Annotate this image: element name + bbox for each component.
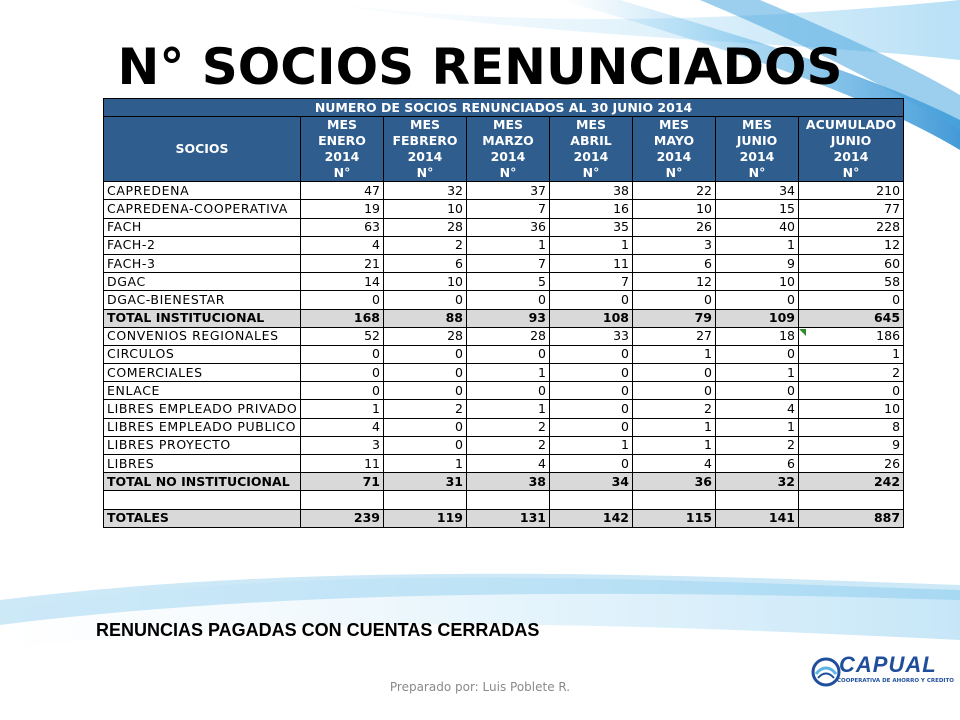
cell-value: 77 bbox=[799, 200, 904, 218]
cell-value: 10 bbox=[799, 400, 904, 418]
cell-value: 0 bbox=[301, 364, 384, 382]
cell-value: 9 bbox=[716, 254, 799, 272]
cell-value: 0 bbox=[633, 291, 716, 309]
cell-value: 142 bbox=[550, 509, 633, 527]
cell-value: 8 bbox=[799, 418, 904, 436]
cell-value: 11 bbox=[301, 455, 384, 473]
cell-value: 0 bbox=[301, 345, 384, 363]
cell-value: 27 bbox=[633, 327, 716, 345]
cell-value: 18 bbox=[716, 327, 799, 345]
cell-value: 63 bbox=[301, 218, 384, 236]
table-row bbox=[104, 254, 904, 272]
cell-value: 1 bbox=[384, 455, 467, 473]
cell-value: 242 bbox=[799, 473, 904, 491]
cell-value: 0 bbox=[384, 364, 467, 382]
total-row bbox=[104, 473, 904, 491]
cell-value: 0 bbox=[467, 345, 550, 363]
table-row bbox=[104, 273, 904, 291]
column-header-line: ABRIL bbox=[570, 133, 612, 149]
cell-value bbox=[716, 491, 799, 509]
column-header bbox=[550, 117, 633, 182]
row-label: CONVENIOS REGIONALES bbox=[104, 327, 301, 345]
cell-value: 0 bbox=[384, 291, 467, 309]
row-label: TOTAL NO INSTITUCIONAL bbox=[104, 473, 301, 491]
cell-value: 1 bbox=[716, 364, 799, 382]
cell-value: 0 bbox=[716, 345, 799, 363]
table-row bbox=[104, 400, 904, 418]
column-header-line: MES bbox=[493, 117, 523, 133]
logo-wordmark: CAPUAL bbox=[839, 652, 937, 677]
cell-value: 0 bbox=[384, 382, 467, 400]
cell-value: 0 bbox=[467, 291, 550, 309]
cell-value: 28 bbox=[384, 218, 467, 236]
cell-value: 0 bbox=[633, 364, 716, 382]
cell-value: 22 bbox=[633, 182, 716, 200]
table-row bbox=[104, 418, 904, 436]
column-header-line: MARZO bbox=[482, 133, 534, 149]
cell-value: 1 bbox=[550, 436, 633, 454]
cell-value: 115 bbox=[633, 509, 716, 527]
column-header-line: N° bbox=[416, 165, 434, 181]
cell-value: 10 bbox=[716, 273, 799, 291]
cell-value: 47 bbox=[301, 182, 384, 200]
subtitle: RENUNCIAS PAGADAS CON CUENTAS CERRADAS bbox=[96, 620, 540, 640]
cell-value: 10 bbox=[384, 200, 467, 218]
row-label: DGAC-BIENESTAR bbox=[104, 291, 301, 309]
column-header-line: 2014 bbox=[739, 149, 775, 165]
cell-value: 1 bbox=[633, 418, 716, 436]
cell-value: 71 bbox=[301, 473, 384, 491]
cell-value: 1 bbox=[716, 418, 799, 436]
cell-value bbox=[467, 491, 550, 509]
blank-row bbox=[104, 491, 904, 509]
column-header-line: MES bbox=[659, 117, 689, 133]
row-label: ENLACE bbox=[104, 382, 301, 400]
total-row bbox=[104, 509, 904, 527]
row-label: CAPREDENA bbox=[104, 182, 301, 200]
column-header-line: ACUMULADO bbox=[805, 117, 897, 133]
cell-value: 2 bbox=[467, 436, 550, 454]
table-row bbox=[104, 291, 904, 309]
cell-value: 5 bbox=[467, 273, 550, 291]
cell-value: 10 bbox=[633, 200, 716, 218]
cell-value: 1 bbox=[799, 345, 904, 363]
cell-value: 19 bbox=[301, 200, 384, 218]
cell-value: 7 bbox=[550, 273, 633, 291]
column-header bbox=[799, 117, 904, 182]
cell-value: 0 bbox=[550, 455, 633, 473]
cell-value: 36 bbox=[467, 218, 550, 236]
cell-value: 10 bbox=[384, 273, 467, 291]
cell-value: 0 bbox=[633, 382, 716, 400]
row-label: FACH-3 bbox=[104, 254, 301, 272]
row-label: DGAC bbox=[104, 273, 301, 291]
footer-text: Preparado por: Luis Poblete R. bbox=[389, 680, 571, 694]
column-header-line: 2014 bbox=[656, 149, 692, 165]
column-header-line: N° bbox=[665, 165, 683, 181]
page-title: N° SOCIOS RENUNCIADOS bbox=[117, 38, 843, 96]
cell-value: 2 bbox=[384, 400, 467, 418]
column-header-line: JUNIO bbox=[830, 133, 872, 149]
cell-value: 0 bbox=[550, 364, 633, 382]
table-row bbox=[104, 200, 904, 218]
cell-value: 239 bbox=[301, 509, 384, 527]
cell-value: 2 bbox=[716, 436, 799, 454]
column-header-line: MES bbox=[742, 117, 772, 133]
cell-value: 1 bbox=[467, 236, 550, 254]
cell-value: 0 bbox=[799, 291, 904, 309]
cell-value: 168 bbox=[301, 309, 384, 327]
cell-value: 11 bbox=[550, 254, 633, 272]
cell-value: 15 bbox=[716, 200, 799, 218]
cell-value: 33 bbox=[550, 327, 633, 345]
cell-value: 1 bbox=[467, 400, 550, 418]
cell-value: 7 bbox=[467, 254, 550, 272]
cell-value: 119 bbox=[384, 509, 467, 527]
cell-value: 1 bbox=[633, 436, 716, 454]
cell-value: 0 bbox=[550, 400, 633, 418]
cell-value: 4 bbox=[301, 418, 384, 436]
cell-value: 131 bbox=[467, 509, 550, 527]
cell-value: 0 bbox=[550, 382, 633, 400]
cell-value: 32 bbox=[716, 473, 799, 491]
cell-value: 52 bbox=[301, 327, 384, 345]
cell-value: 0 bbox=[301, 382, 384, 400]
column-header-line: N° bbox=[333, 165, 351, 181]
cell-value: 35 bbox=[550, 218, 633, 236]
logo-tagline: COOPERATIVA DE AHORRO Y CREDITO bbox=[837, 678, 954, 684]
cell-value bbox=[301, 491, 384, 509]
column-header bbox=[384, 117, 467, 182]
cell-value: 28 bbox=[467, 327, 550, 345]
cell-value: 2 bbox=[799, 364, 904, 382]
cell-value: 0 bbox=[550, 418, 633, 436]
column-header-socios: SOCIOS bbox=[104, 117, 301, 182]
cell-value: 0 bbox=[799, 382, 904, 400]
column-header-line: ENERO bbox=[318, 133, 366, 149]
row-label: LIBRES PROYECTO bbox=[104, 436, 301, 454]
cell-value: 9 bbox=[799, 436, 904, 454]
cell-value: 0 bbox=[550, 291, 633, 309]
cell-value: 31 bbox=[384, 473, 467, 491]
total-row bbox=[104, 309, 904, 327]
column-header bbox=[633, 117, 716, 182]
column-header-line: JUNIO bbox=[736, 133, 778, 149]
cell-value: 12 bbox=[633, 273, 716, 291]
table-row bbox=[104, 218, 904, 236]
column-header-line: 2014 bbox=[573, 149, 609, 165]
cell-value: 0 bbox=[550, 345, 633, 363]
table-row bbox=[104, 436, 904, 454]
row-label: FACH bbox=[104, 218, 301, 236]
column-header-line: 2014 bbox=[324, 149, 360, 165]
cell-value: 3 bbox=[301, 436, 384, 454]
cell-value: 93 bbox=[467, 309, 550, 327]
cell-value: 210 bbox=[799, 182, 904, 200]
cell-value: 34 bbox=[716, 182, 799, 200]
cell-value: 2 bbox=[633, 400, 716, 418]
row-label: TOTAL INSTITUCIONAL bbox=[104, 309, 301, 327]
cell-value: 0 bbox=[384, 345, 467, 363]
cell-value: 186 bbox=[799, 327, 904, 345]
members-table bbox=[103, 98, 904, 528]
cell-value: 79 bbox=[633, 309, 716, 327]
cell-value: 109 bbox=[716, 309, 799, 327]
row-label: CIRCULOS bbox=[104, 345, 301, 363]
row-label: CAPREDENA-COOPERATIVA bbox=[104, 200, 301, 218]
cell-value: 58 bbox=[799, 273, 904, 291]
cell-value: 6 bbox=[716, 455, 799, 473]
cell-value: 16 bbox=[550, 200, 633, 218]
table-row bbox=[104, 345, 904, 363]
table-row bbox=[104, 327, 904, 345]
cell-value: 4 bbox=[716, 400, 799, 418]
cell-value bbox=[799, 491, 904, 509]
cell-value: 887 bbox=[799, 509, 904, 527]
cell-value: 0 bbox=[716, 291, 799, 309]
cell-value: 2 bbox=[384, 236, 467, 254]
cell-value: 34 bbox=[550, 473, 633, 491]
cell-value: 4 bbox=[633, 455, 716, 473]
cell-value: 37 bbox=[467, 182, 550, 200]
cell-value bbox=[550, 491, 633, 509]
cell-value: 36 bbox=[633, 473, 716, 491]
table-row bbox=[104, 455, 904, 473]
table-row bbox=[104, 382, 904, 400]
column-header-line: N° bbox=[582, 165, 600, 181]
column-header-line: MAYO bbox=[653, 133, 695, 149]
cell-value: 60 bbox=[799, 254, 904, 272]
comment-marker-icon bbox=[799, 329, 806, 336]
cell-value: 0 bbox=[384, 418, 467, 436]
cell-value: 32 bbox=[384, 182, 467, 200]
cell-value: 26 bbox=[799, 455, 904, 473]
column-header-line: 2014 bbox=[490, 149, 526, 165]
column-header-line: MES bbox=[576, 117, 606, 133]
column-header-line: 2014 bbox=[833, 149, 869, 165]
cell-value: 108 bbox=[550, 309, 633, 327]
table-row bbox=[104, 236, 904, 254]
table-banner: NUMERO DE SOCIOS RENUNCIADOS AL 30 JUNIO 2014 bbox=[104, 99, 904, 117]
row-label: LIBRES EMPLEADO PUBLICO bbox=[104, 418, 301, 436]
cell-value: 21 bbox=[301, 254, 384, 272]
cell-value: 0 bbox=[384, 436, 467, 454]
row-label: LIBRES bbox=[104, 455, 301, 473]
column-header-line: N° bbox=[748, 165, 766, 181]
column-header bbox=[716, 117, 799, 182]
cell-value: 14 bbox=[301, 273, 384, 291]
cell-value: 38 bbox=[550, 182, 633, 200]
cell-value: 38 bbox=[467, 473, 550, 491]
row-label: FACH-2 bbox=[104, 236, 301, 254]
cell-value: 6 bbox=[384, 254, 467, 272]
row-label: TOTALES bbox=[104, 509, 301, 527]
cell-value: 7 bbox=[467, 200, 550, 218]
row-label: LIBRES EMPLEADO PRIVADO bbox=[104, 400, 301, 418]
column-header bbox=[467, 117, 550, 182]
column-header-line: 2014 bbox=[407, 149, 443, 165]
cell-value: 6 bbox=[633, 254, 716, 272]
column-header-line: MES bbox=[327, 117, 357, 133]
cell-value: 1 bbox=[716, 236, 799, 254]
cell-value: 0 bbox=[467, 382, 550, 400]
table-row bbox=[104, 182, 904, 200]
cell-value: 12 bbox=[799, 236, 904, 254]
column-header-line: FEBRERO bbox=[392, 133, 458, 149]
cell-value: 645 bbox=[799, 309, 904, 327]
cell-value bbox=[633, 491, 716, 509]
column-header-line: N° bbox=[499, 165, 517, 181]
cell-value: 88 bbox=[384, 309, 467, 327]
cell-value: 0 bbox=[716, 382, 799, 400]
row-label: COMERCIALES bbox=[104, 364, 301, 382]
cell-value: 2 bbox=[467, 418, 550, 436]
cell-value: 1 bbox=[301, 400, 384, 418]
row-label bbox=[104, 491, 301, 509]
cell-value bbox=[384, 491, 467, 509]
table-row bbox=[104, 364, 904, 382]
cell-value: 40 bbox=[716, 218, 799, 236]
cell-value: 4 bbox=[467, 455, 550, 473]
column-header bbox=[301, 117, 384, 182]
cell-value: 4 bbox=[301, 236, 384, 254]
cell-value: 1 bbox=[633, 345, 716, 363]
cell-value: 1 bbox=[550, 236, 633, 254]
cell-value: 141 bbox=[716, 509, 799, 527]
cell-value: 0 bbox=[301, 291, 384, 309]
column-header-line: MES bbox=[410, 117, 440, 133]
column-header-line: N° bbox=[842, 165, 860, 181]
cell-value: 1 bbox=[467, 364, 550, 382]
cell-value: 3 bbox=[633, 236, 716, 254]
cell-value: 228 bbox=[799, 218, 904, 236]
cell-value: 26 bbox=[633, 218, 716, 236]
cell-value: 28 bbox=[384, 327, 467, 345]
